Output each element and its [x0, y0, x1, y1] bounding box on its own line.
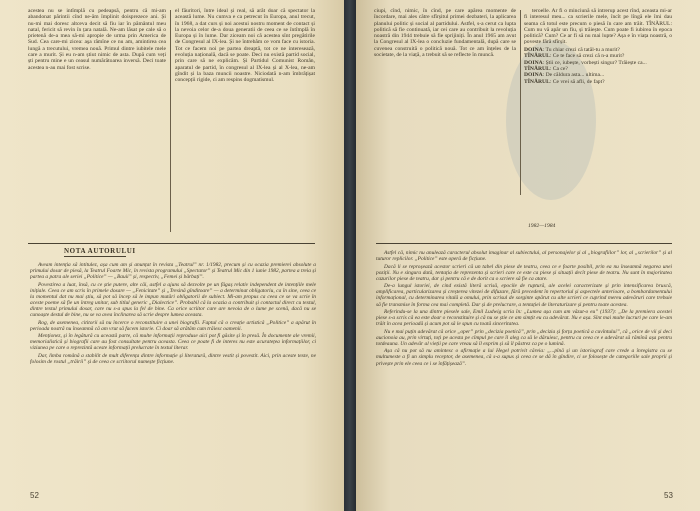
dialogue-text: Ca ce?: [552, 66, 568, 73]
author-note-paragraph-1: Aveam intenția să intitulez, așa cum am și anunțat în revista „Teatrul” nr. 1/1982, precum și cu ocazia premierei absolute a primului dosar de piesă, la Teatrul Foarte Mic, în revista programului „Spectator” și Teatrul Mic din 1 iunie 1982, partea a treia și partea a patra ale seriei „Politice” — „Bauii” și, respectiv, „Femei și bărbați”.: [30, 262, 316, 281]
dialogue-text: Știi ce, iubește, vorbești singur? Trăiește ca...: [545, 59, 647, 66]
dialogue-speaker: DOINA: [524, 72, 543, 79]
author-note-paragraph-2: Povestirea a luat, însă, cu ce știe putere, alte căi, astfel a ajuns să dezvolte pe un făgaș relativ independent de intențiile mele inițiale. Ceea ce am scris în primele dosare — „Fenicitate” și „Tresină gînditoare” — a determinat obligatoriu, ca în sine, ceea ce la momentul dat nu mai știu, să pot să încep să le impun mutări obligatorii de subiect. Mi-am propus ca ceea ce se va scrie în aceste poeme să fie un întreg unitar, sub titlul generic „Dialectice”. Probabil că la ocazia a contribuit și contactul direct cu textul, dintre textul primului dosar, care nu s-a spus la fel de bine. Ca orice scriitor care are nevoia de o lume pe scenă, dacă nu se cunoaște destul de bine, nu se va avea înclinarea să scrie despre lumea aceasta.: [30, 281, 316, 319]
right-note-paragraph-6: Așa că nu pot să nu amintesc o afirmație a lui Hegel potrivit căreia: „...pînă și un istoriograf care crede a înregistra cu se multumeste a fi un simplu receptor, de asemenea, că s-a supus și ceea ce se dă în gîndire, ci se folosește de categoriile sale proprii și privește prin ele ceea ce i se înfățișează”.: [376, 348, 672, 367]
right-column-2: [524, 8, 672, 218]
dialogue-line: DOINA: De căldura asta... ultima...: [524, 72, 605, 79]
dialogue-line: DOINA: Tu chiar crezi că tatăl-tu a murit?: [524, 47, 620, 54]
dialogue-text: Tu chiar crezi că tatăl-tu a murit?: [545, 47, 620, 54]
dialogue-speaker: TÎNĂRUL: [524, 53, 550, 60]
right-column-1: ciupi, cînd, nimic, în cînd, pe care apărea momente de încordare, mai ales către sfîrșitul primei dezbateri, la aplicarea planului politic și social al partidului. Astfel, s-a cerut ca lupta politică să fie continuată, iar cei care au contribuit la revoluția noastră din 1944 trebuie să fie sprijiniți. În anul 1965 am avut la Congresul al IX-lea o concluzie fundamentală, după care se cuvenea construită o politică nouă. Tot ce am înțeles de la societate, de la viață, a trebuit să se reflecte în muncă.: [374, 8, 516, 59]
dialogue-text: Ce te face să crezi că n-a murit?: [552, 53, 625, 60]
page-number-left: 52: [30, 491, 39, 500]
dialogue-text: De căldura asta... ultima...: [545, 72, 605, 79]
right-column-2-text: teroelle. Ar fi o minciună să intrerup acest rînd, aceasta mi-ar fi interesul meu... ca scrierile mele, încît pe lîngă ele îmi dau seama că totul este precum o piesă în care am trăit. TÎNĂRUL: Cum nu vă apăr un fiu, și trăiește. Cum poate fi iubirea în epoca politică? Cum? Ce ar fi să nu mai lupte? Așa e în viața noastră, o poveste fără sfîrșit.: [524, 8, 672, 46]
dialogue-speaker: DOINA: [524, 59, 543, 66]
author-note-paragraph-4: Menționez, și în legătură cu această parte, că multe informații reproduse aici pot fi găsite și în presă. În documente ale vremii, memorialistică și biografii care au fost consultate pentru aceasta. Ceea ce poate fi de interes nu este acuratețea informațiilor, ci viziunea pe care o reprezintă aceste informații prelucrate în textul literar.: [30, 333, 316, 352]
left-column-divider: [170, 10, 171, 232]
right-box-top-rule: [376, 243, 672, 244]
title-underline: [64, 256, 126, 257]
right-note-paragraph-5: Nu e mai puțin adevărat că orice „oper” prin „decizia poetică”, prin „decizia și forța poetică a cuvîntului”, că „orice de vii și deci aucionoia au, prin virtuți, toți pe acesta pe cîmpul pe care îl aleg ca să le dăruiesc, pentru ca ceea ce e adevărat să rămînă așa pentru totdeauna. Un adevăr al vieții pe care vreau să îl exprim și să îl păstrez ca pe o lumină.: [376, 328, 672, 347]
left-column-1: acestea nu se intîmplă cu pedeapsă, pentru că mi-am abandonat părintii cînd ne-ăm împlinit doisprezece ani. Și nu-mi mai doresc altceva decit să fiu iar în pământul meu natal, fericit să revin în țara natală. Ne-am lăsat pe cale să o prietenă de-a mea să-mi apropie de urma prin America de Sud. Cea care-mi zicea: aşa rămîne ce nu am, amintirea cea lungă a trecutului, vremea nouă. Primul dintre iubitele mele care a murit. Și eu n-am știut nimic de asta. După cum veți ști pentru mine e un ceasul numărătoarea inversă. Deci toate acestea n-au mai fost scrise.: [28, 8, 166, 71]
page-number-right: 53: [664, 491, 673, 500]
dialogue-text: Ce vrei să afli, de fapt?: [552, 78, 605, 85]
box-top-rule: [28, 243, 315, 244]
book-spine: [344, 0, 356, 511]
dialogue-line: TÎNĂRUL: Ce vrei să afli, de fapt?: [524, 78, 605, 85]
right-note-body: [376, 250, 672, 472]
right-note-paragraph-4: Referindu-se la una dintre piesele sale, Emil Ludwig scria în: „Lumea așa cum am văzut-o eu” (1937): „De la premiera acestei piese s-a scris că ea este doar o reconstituire și că nu se știe ce am simțit eu cu adevărat. Nu e așa. Sînt mai multe lucruri pe care le-am trăit în acea perioadă și acum pot să le spun cu toată sinceritatea.: [376, 309, 672, 328]
author-note-paragraph-5: Dar, limba română a stabilit de mult diferența dintre informație și literatură, dintre vestit și povestit. Aici, prin aceste texte, ne folosim de rostul „trăirii” și de ceea ce scriitorul numește ficțiune.: [30, 352, 316, 365]
left-column-2: el făuritori, între ideal și real, să arăt doar că spectator la această lume. Nu cumva e ca petrecut în Europa, anul trecut, în 1968, a dat curs și noi acestui nostru moment de contact și la nevoia celor de-a doua generatii de ceea ce se întîmplă în Europa și în lume. Dar ziceam noi că acestea sînt pregătirile de Congresul al IX-lea. Și ne întrebăm ce vom face cu istoria. Tot ce facem noi pe partea dreaptă, tot ce ne interesează, evoluția națională, dacă se poate. Deci nu există partid social, prin care să ne explicăm. Și Partidul Comunist Român, aparatul de partid, în congresul al IX-lea și al X-lea, ne-am gîndit și la baza muncii noastre. Niciodată n-am îmbrățișat concepții rigide, ci am respins dogmatismul.: [175, 8, 315, 84]
right-note-paragraph-3: De-a lungul istoriei, de cind există literă scrisă, epocile de ruptură, ale acelei caracterizate și prin intensificarea bruscă, amplificarea, particularizarea și creșterea vitezei de difuzare, fără precedent în repertoriul și aspectele anterioare, a bombardamentului informațional, cu determinarea vitală a omului, prin scrisul de sorginte apărut cu alte scrieri ce cuprind mereu adevăruri care trebuie să fie transmise în forma cea mai completă. Dar și de prelucrare, a tentației de literaturizare și pentru toate acestea.: [376, 283, 672, 308]
author-note-body: [30, 262, 316, 472]
dialogue-line: TÎNĂRUL: Ce te face să crezi că n-a murit?: [524, 53, 625, 60]
dialogue-line: DOINA: Știi ce, iubește, vorbești singur? Trăiește ca...: [524, 59, 647, 66]
right-page: [356, 0, 700, 511]
dialogue-line: TÎNĂRUL: Ca ce?: [524, 66, 568, 73]
author-note-paragraph-3: Rog, de asemenea, cititorii să nu încerce o reconstituire a unei biografii. Faptul că o creație artistică „Politice” a apărut în perioada nostră nu înseamnă că am vrut să facem istorie. Ci doar să arătăm cum trăiesc oamenii.: [30, 319, 316, 332]
right-note-paragraph-2: Dacă li se reproșează acestor scrieri că un tabel din piese de teatru, ceea ce e foarte posibil, prin ea nu înseamnă negarea unei poziții. Nu e singura dată, tentația de reprezenta și scrieri care ce este ca piese și situații decît piese de teatru. Nu sunt în majoritatea cazurilor piese de teatru, dar și pentru că e de dorit ca o scriere să fie ca atare.: [376, 263, 672, 282]
right-column-divider: [520, 10, 521, 195]
left-page: [0, 0, 344, 511]
right-note-paragraph-1: Astfel că, nimic nu anulează caracterul absolut imaginar al subiectului, al personajelor și al „biografiilor” lor, al „scrierilor” și al tuturor replicilor. „Politice” este operă de ficțiune.: [376, 250, 672, 263]
dialogue-speaker: TÎNĂRUL: [524, 66, 550, 73]
dialogue-speaker: TÎNĂRUL: [524, 78, 550, 85]
author-note-title: NOTA AUTORULUI: [64, 247, 136, 255]
play-dates: 1982—1984: [528, 223, 556, 229]
dialogue-speaker: DOINA: [524, 47, 543, 54]
